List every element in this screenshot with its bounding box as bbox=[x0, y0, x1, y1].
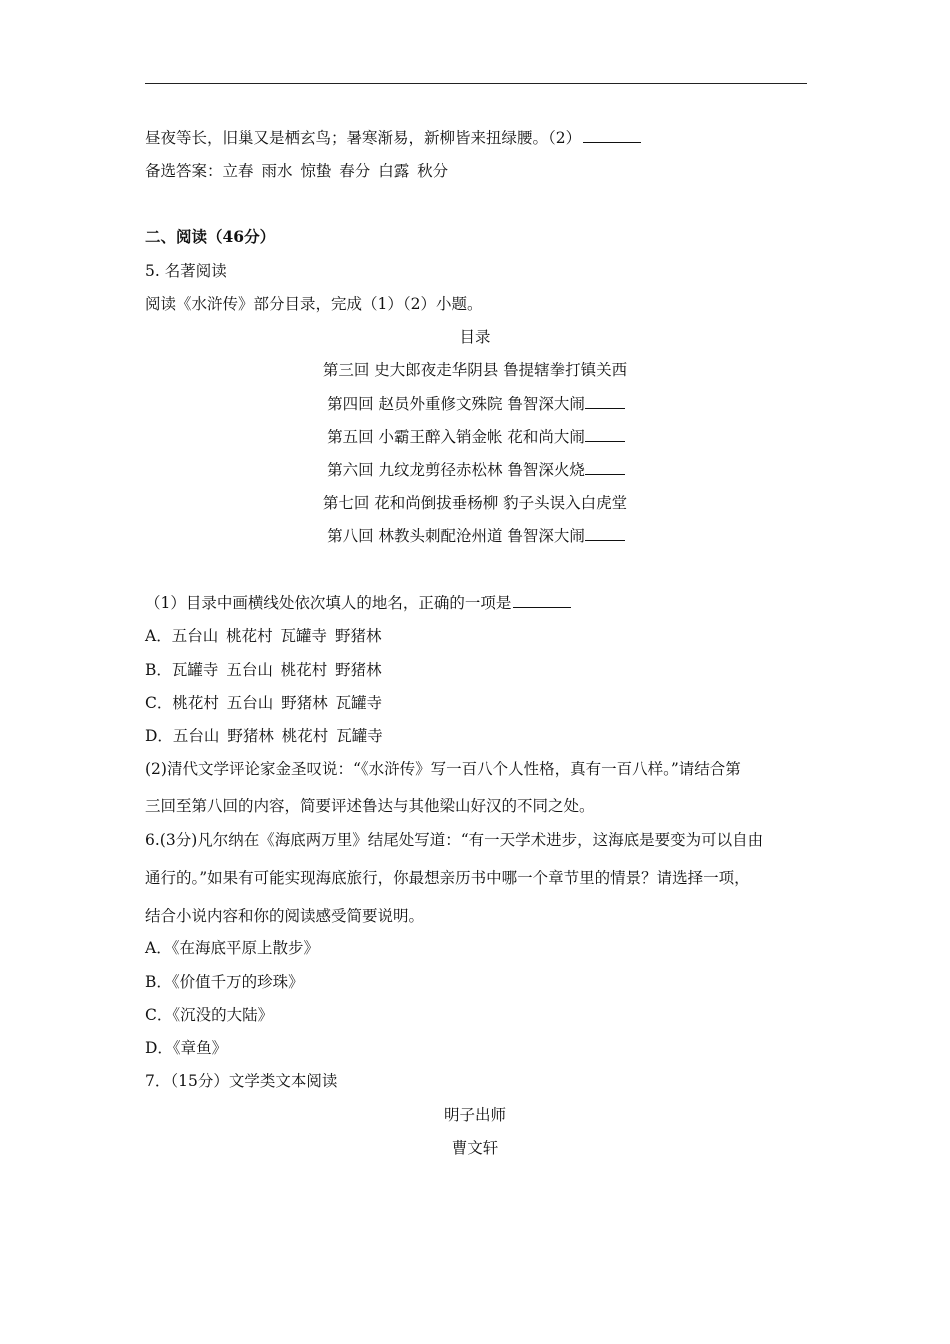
toc-item: 第六回 九纹龙剪径赤松林 鲁智深火烧 bbox=[1, 460, 950, 480]
toc-blank bbox=[585, 394, 625, 409]
q6-option-d: D．《章鱼》 bbox=[145, 1039, 228, 1057]
toc-item: 第七回 花和尚倒拔垂杨柳 豹子头误入白虎堂 bbox=[322, 494, 628, 512]
toc-title: 目录 bbox=[459, 328, 491, 346]
q5-sub2-cont: 三回至第八回的内容，简要评述鲁达与其他梁山好汉的不同之处。 bbox=[145, 797, 595, 815]
toc-item: 第八回 林教头刺配沧州道 鲁智深大闹 bbox=[1, 526, 950, 546]
section-heading: 二、阅读（46分） bbox=[145, 227, 276, 246]
toc-blank bbox=[585, 460, 625, 475]
toc-item: 第三回 史大郎夜走华阴县 鲁提辖拳打镇关西 bbox=[322, 361, 628, 379]
option-a: A．五台山 桃花村 瓦罐寺 野猪林 bbox=[145, 627, 382, 645]
q7-title: 7．（15分）文学类文本阅读 bbox=[145, 1072, 338, 1090]
q5-title: 5. 名著阅读 bbox=[145, 262, 227, 280]
toc-item: 第四回 赵员外重修文殊院 鲁智深大闹 bbox=[1, 394, 950, 414]
poem-line: 昼夜等长，旧巢又是栖玄鸟；暑寒渐易，新柳皆来扭绿腰。（2） bbox=[145, 128, 641, 148]
q5-sub2: (2)清代文学评论家金圣叹说：“《水浒传》写一百八个人性格，真有一百八样。”请结合第 bbox=[145, 760, 741, 778]
toc-item: 第五回 小霸王醉入销金帐 花和尚大闹 bbox=[1, 427, 950, 447]
q5-sub1: （1）目录中画横线处依次填人的地名，正确的一项是 bbox=[145, 593, 571, 613]
story-author: 曹文轩 bbox=[451, 1139, 499, 1157]
toc-blank bbox=[585, 427, 625, 442]
q6-text: 6.(3分)凡尔纳在《海底两万里》结尾处写道：“有一天学术进步，这海底是要变为可以自由 bbox=[145, 831, 764, 849]
option-c: C．桃花村 五台山 野猪林 瓦罐寺 bbox=[145, 694, 383, 712]
q6-option-c: C．《沉没的大陆》 bbox=[145, 1006, 274, 1024]
option-b: B．瓦罐寺 五台山 桃花村 野猪林 bbox=[145, 661, 382, 679]
q6-text-cont: 通行的。”如果有可能实现海底旅行，你最想亲历书中哪一个章节里的情景？请选择一项， bbox=[145, 869, 750, 887]
q5-prompt: 阅读《水浒传》部分目录，完成（1）（2）小题。 bbox=[145, 295, 483, 313]
header-rule bbox=[145, 83, 807, 84]
q6-text-cont: 结合小说内容和你的阅读感受简要说明。 bbox=[145, 907, 425, 925]
q6-option-a: A．《在海底平原上散步》 bbox=[145, 939, 319, 957]
story-title: 明子出师 bbox=[443, 1106, 506, 1124]
q6-option-b: B．《价值千万的珍珠》 bbox=[145, 973, 304, 991]
toc-blank bbox=[585, 526, 625, 541]
answer-blank bbox=[583, 128, 641, 143]
option-d: D．五台山 野猪林 桃花村 瓦罐寺 bbox=[145, 727, 383, 745]
answer-choices: 备选答案：立春 雨水 惊蛰 春分 白露 秋分 bbox=[145, 162, 449, 180]
answer-blank bbox=[513, 593, 571, 608]
